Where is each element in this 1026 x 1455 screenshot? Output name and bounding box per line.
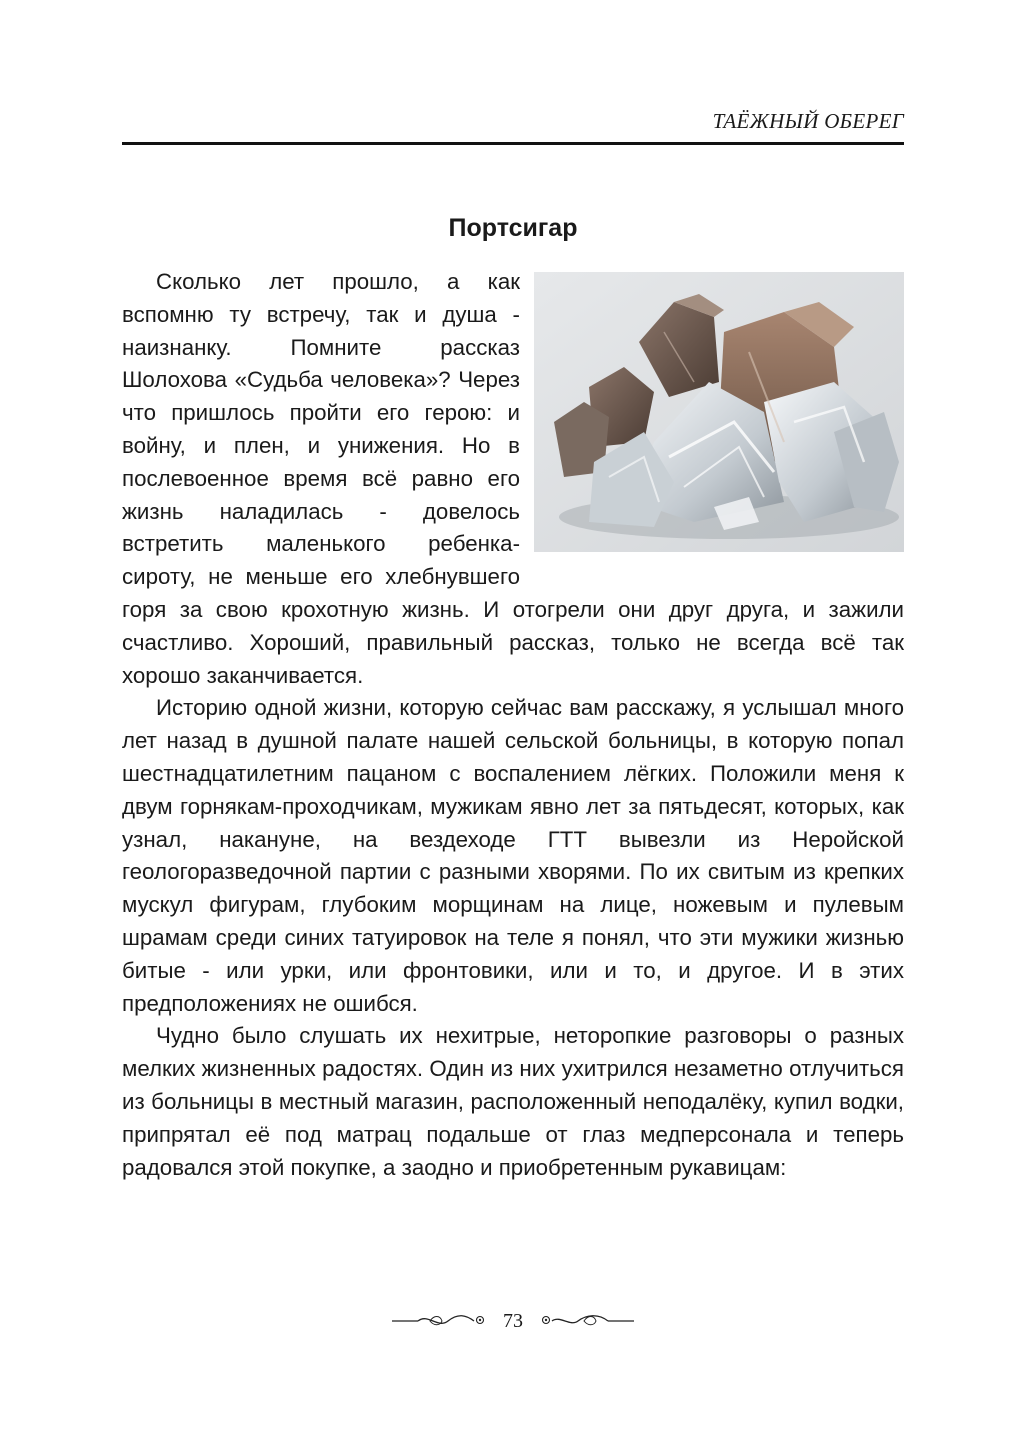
paragraph-3: Чудно было слушать их нехитрые, неторопкие разговоры о разных мелких жизненных радостях. Один из них ухитрился незаметно отлучиться из больницы в местный магазин, расположенный неподалёку, купил водки, припрятал её под матрац подальше от глаз медперсонала и теперь радовался этой покупке, а заодно и приобретенным рукавицам:: [122, 1023, 904, 1180]
footer-ornament-right-icon: [536, 1311, 636, 1331]
page-number: 73: [503, 1309, 523, 1332]
paragraph-2: Историю одной жизни, которую сейчас вам расскажу, я услышал много лет назад в душной палате нашей сельской больницы, в которую попал шестнадцатилетним пацаном с воспалением лёгких. Положили меня к двум горнякам-проходчикам, мужикам явно лет за пятьдесят, которых, как узнал, накануне, на вездеходе ГТТ вывезли из Неройской геологоразведочной партии с разными хворями. По их свитым из крепких мускул фигурам, глубоким морщинам на лице, ножевым и пулевым шрамам среди синих татуировок на теле я понял, что эти мужики жизнью битые - или урки, или фронтовики, или и то, и другое. И в этих предположениях не ошибся.: [122, 695, 904, 1016]
body-text: [122, 266, 904, 1184]
footer-ornament-left-icon: [390, 1311, 490, 1331]
paragraph-1: Сколько лет прошло, а как вспомню ту встречу, так и душа - наизнанку. Помните рассказ Шолохова «Судьба человека»? Через что пришлось пройти его герою: и войну, и плен, и унижения. Но в послевоенное время всё равно его жизнь наладилась - довелось встретить маленького ребенка-сироту, не меньше его хлебнувшего горя за свою крохотную жизнь. И отогрели они друг друга, и зажили счастливо. Хороший, правильный рассказ, только не всегда всё так хорошо заканчивается.: [122, 269, 904, 688]
chapter-title: Портсигар: [448, 213, 578, 242]
header-rule: [122, 142, 904, 145]
running-header: ТАЁЖНЫЙ ОБЕРЕГ: [712, 109, 904, 133]
page-footer: [0, 1309, 1026, 1333]
mineral-crystal-photo: [534, 272, 904, 552]
